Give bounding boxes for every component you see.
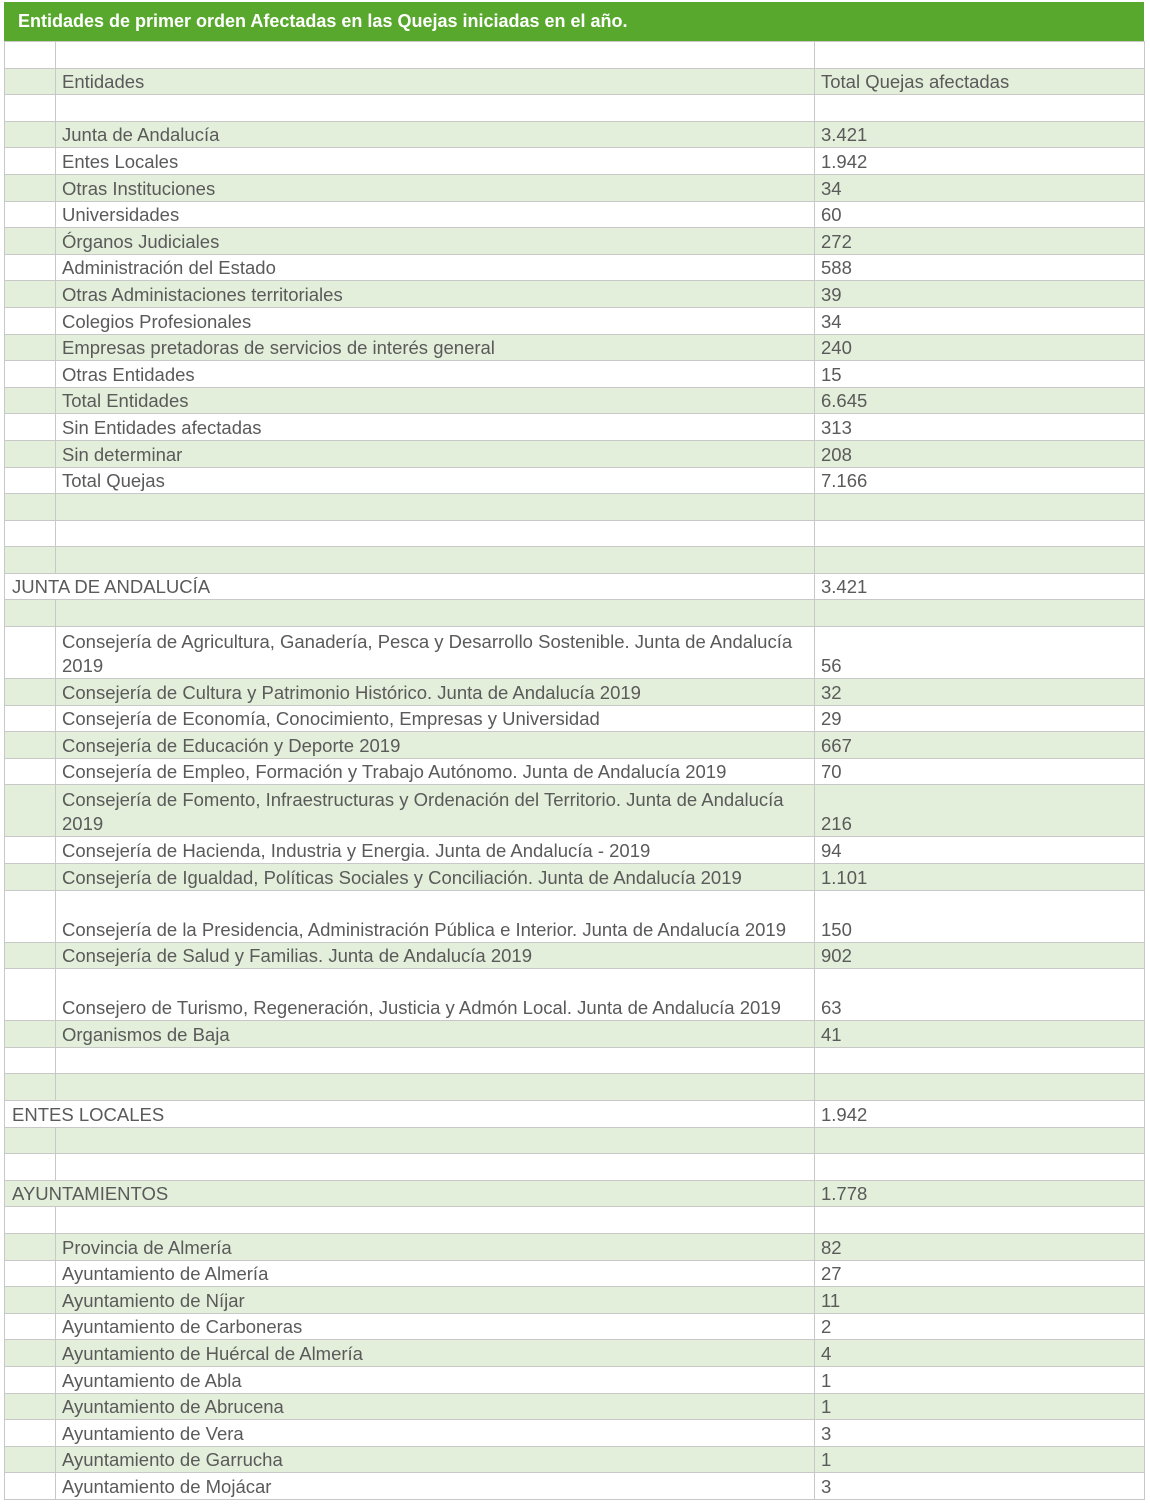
entity-name: Ayuntamiento de Abla bbox=[56, 1366, 815, 1393]
indent-cell bbox=[5, 732, 56, 759]
indent-cell bbox=[5, 361, 56, 388]
entity-name: Ayuntamiento de Garrucha bbox=[56, 1446, 815, 1473]
indent-cell bbox=[5, 1287, 56, 1314]
blank-row bbox=[5, 494, 1145, 521]
entity-value: 41 bbox=[815, 1021, 1145, 1048]
indent-cell bbox=[5, 387, 56, 414]
section-total: 1.942 bbox=[815, 1101, 1145, 1128]
entities-table bbox=[4, 41, 1145, 1500]
summary-row bbox=[5, 148, 1145, 175]
empty-cell bbox=[5, 494, 56, 521]
header-row bbox=[5, 68, 1145, 95]
entity-name: Otras Instituciones bbox=[56, 174, 815, 201]
indent-cell bbox=[5, 281, 56, 308]
summary-row bbox=[5, 121, 1145, 148]
report-table-container bbox=[4, 2, 1144, 1500]
empty-cell bbox=[815, 1154, 1145, 1181]
summary-row bbox=[5, 174, 1145, 201]
entity-value: 240 bbox=[815, 334, 1145, 361]
entity-value: 2 bbox=[815, 1313, 1145, 1340]
entity-value: 15 bbox=[815, 361, 1145, 388]
empty-cell bbox=[815, 1074, 1145, 1101]
empty-cell bbox=[5, 1047, 56, 1074]
summary-row bbox=[5, 387, 1145, 414]
entity-name: Otras Entidades bbox=[56, 361, 815, 388]
entity-name: Ayuntamiento de Huércal de Almería bbox=[56, 1340, 815, 1367]
indent-cell bbox=[5, 942, 56, 969]
blank-row bbox=[5, 95, 1145, 122]
indent-cell bbox=[5, 1340, 56, 1367]
entity-name: Entes Locales bbox=[56, 148, 815, 175]
entity-name: Otras Administaciones territoriales bbox=[56, 281, 815, 308]
summary-row bbox=[5, 414, 1145, 441]
ayuntamiento-row bbox=[5, 1287, 1145, 1314]
blank-row bbox=[5, 520, 1145, 547]
summary-row bbox=[5, 201, 1145, 228]
entity-value: 3 bbox=[815, 1420, 1145, 1447]
empty-cell bbox=[5, 600, 56, 627]
empty-cell bbox=[5, 1074, 56, 1101]
entity-value: 902 bbox=[815, 942, 1145, 969]
entity-name: Consejería de Economía, Conocimiento, Empresas y Universidad bbox=[56, 705, 815, 732]
entity-name: Universidades bbox=[56, 201, 815, 228]
indent-cell bbox=[5, 174, 56, 201]
empty-cell bbox=[56, 520, 815, 547]
entity-value: 32 bbox=[815, 679, 1145, 706]
entity-name: Junta de Andalucía bbox=[56, 121, 815, 148]
entes-locales-section-row bbox=[5, 1101, 1145, 1128]
indent-cell bbox=[5, 864, 56, 891]
blank-row bbox=[5, 1154, 1145, 1181]
column-header-entity: Entidades bbox=[56, 68, 815, 95]
empty-cell bbox=[56, 1047, 815, 1074]
empty-cell bbox=[815, 600, 1145, 627]
entity-value: 39 bbox=[815, 281, 1145, 308]
entity-name: Total Quejas bbox=[56, 467, 815, 494]
table-title: Entidades de primer orden Afectadas en las Quejas iniciadas en el año. bbox=[4, 2, 1144, 41]
entity-value: 1 bbox=[815, 1393, 1145, 1420]
entity-value: 11 bbox=[815, 1287, 1145, 1314]
junta-item-row bbox=[5, 837, 1145, 864]
summary-row bbox=[5, 307, 1145, 334]
junta-item-row bbox=[5, 785, 1145, 837]
entity-name: Consejería de Hacienda, Industria y Energia. Junta de Andalucía - 2019 bbox=[56, 837, 815, 864]
entity-value: 94 bbox=[815, 837, 1145, 864]
indent-cell bbox=[5, 1313, 56, 1340]
section-total: 3.421 bbox=[815, 573, 1145, 600]
entity-name: Provincia de Almería bbox=[56, 1233, 815, 1260]
summary-row bbox=[5, 281, 1145, 308]
empty-cell bbox=[815, 547, 1145, 574]
entity-value: 216 bbox=[815, 785, 1145, 837]
empty-cell bbox=[56, 1127, 815, 1154]
entity-value: 588 bbox=[815, 254, 1145, 281]
indent-cell bbox=[5, 1473, 56, 1500]
junta-item-row bbox=[5, 864, 1145, 891]
indent-cell bbox=[5, 121, 56, 148]
indent-cell bbox=[5, 334, 56, 361]
ayuntamiento-row bbox=[5, 1233, 1145, 1260]
entity-name: Consejería de Cultura y Patrimonio Histórico. Junta de Andalucía 2019 bbox=[56, 679, 815, 706]
summary-row bbox=[5, 361, 1145, 388]
entity-value: 1.101 bbox=[815, 864, 1145, 891]
empty-cell bbox=[56, 600, 815, 627]
empty-cell bbox=[56, 547, 815, 574]
indent-cell bbox=[5, 969, 56, 1021]
empty-cell bbox=[5, 95, 56, 122]
entity-name: Consejería de Salud y Familias. Junta de Andalucía 2019 bbox=[56, 942, 815, 969]
empty-cell bbox=[56, 1074, 815, 1101]
entity-value: 150 bbox=[815, 890, 1145, 942]
empty-cell bbox=[56, 95, 815, 122]
empty-cell bbox=[5, 42, 56, 69]
indent-cell bbox=[5, 414, 56, 441]
junta-item-row bbox=[5, 1021, 1145, 1048]
entity-value: 29 bbox=[815, 705, 1145, 732]
indent-cell bbox=[5, 201, 56, 228]
junta-item-row bbox=[5, 969, 1145, 1021]
entity-value: 6.645 bbox=[815, 387, 1145, 414]
junta-item-row bbox=[5, 679, 1145, 706]
empty-cell bbox=[5, 547, 56, 574]
summary-row bbox=[5, 467, 1145, 494]
section-total: 1.778 bbox=[815, 1180, 1145, 1207]
blank-row bbox=[5, 1127, 1145, 1154]
indent-cell bbox=[5, 785, 56, 837]
entity-value: 34 bbox=[815, 307, 1145, 334]
entity-value: 208 bbox=[815, 440, 1145, 467]
indent-cell bbox=[5, 679, 56, 706]
indent-cell bbox=[5, 1446, 56, 1473]
summary-row bbox=[5, 228, 1145, 255]
column-header-total: Total Quejas afectadas bbox=[815, 68, 1145, 95]
entity-name: Empresas pretadoras de servicios de interés general bbox=[56, 334, 815, 361]
empty-cell bbox=[56, 494, 815, 521]
empty-cell bbox=[815, 42, 1145, 69]
entity-name: Consejero de Turismo, Regeneración, Justicia y Admón Local. Junta de Andalucía 2019 bbox=[56, 969, 815, 1021]
ayuntamiento-row bbox=[5, 1366, 1145, 1393]
entity-value: 1 bbox=[815, 1446, 1145, 1473]
entity-name: Órganos Judiciales bbox=[56, 228, 815, 255]
indent-cell bbox=[5, 68, 56, 95]
entity-name: Ayuntamiento de Abrucena bbox=[56, 1393, 815, 1420]
section-heading: JUNTA DE ANDALUCÍA bbox=[5, 573, 815, 600]
entity-name: Sin determinar bbox=[56, 440, 815, 467]
entity-value: 1.942 bbox=[815, 148, 1145, 175]
empty-cell bbox=[5, 520, 56, 547]
indent-cell bbox=[5, 254, 56, 281]
empty-cell bbox=[815, 1127, 1145, 1154]
entity-name: Ayuntamiento de Níjar bbox=[56, 1287, 815, 1314]
entity-value: 27 bbox=[815, 1260, 1145, 1287]
entity-value: 667 bbox=[815, 732, 1145, 759]
empty-cell bbox=[56, 42, 815, 69]
entity-value: 3.421 bbox=[815, 121, 1145, 148]
entity-value: 313 bbox=[815, 414, 1145, 441]
junta-section-row bbox=[5, 573, 1145, 600]
indent-cell bbox=[5, 467, 56, 494]
empty-cell bbox=[815, 1207, 1145, 1234]
ayuntamientos-section-row bbox=[5, 1180, 1145, 1207]
junta-item-row bbox=[5, 890, 1145, 942]
blank-row bbox=[5, 42, 1145, 69]
empty-cell bbox=[56, 1154, 815, 1181]
junta-item-row bbox=[5, 758, 1145, 785]
entity-name: Consejería de Empleo, Formación y Trabajo Autónomo. Junta de Andalucía 2019 bbox=[56, 758, 815, 785]
entity-name: Consejería de Igualdad, Políticas Sociales y Conciliación. Junta de Andalucía 2019 bbox=[56, 864, 815, 891]
indent-cell bbox=[5, 148, 56, 175]
entity-name: Ayuntamiento de Mojácar bbox=[56, 1473, 815, 1500]
empty-cell bbox=[5, 1207, 56, 1234]
section-heading: AYUNTAMIENTOS bbox=[5, 1180, 815, 1207]
empty-cell bbox=[815, 494, 1145, 521]
blank-row bbox=[5, 600, 1145, 627]
empty-cell bbox=[815, 1047, 1145, 1074]
indent-cell bbox=[5, 705, 56, 732]
entity-name: Consejería de Fomento, Infraestructuras y Ordenación del Territorio. Junta de Andalucía 2019 bbox=[56, 785, 815, 837]
entity-value: 272 bbox=[815, 228, 1145, 255]
ayuntamiento-row bbox=[5, 1420, 1145, 1447]
entity-name: Consejería de Agricultura, Ganadería, Pesca y Desarrollo Sostenible. Junta de Andalucía 2019 bbox=[56, 627, 815, 679]
entity-value: 3 bbox=[815, 1473, 1145, 1500]
blank-row bbox=[5, 547, 1145, 574]
entity-value: 34 bbox=[815, 174, 1145, 201]
entity-name: Ayuntamiento de Vera bbox=[56, 1420, 815, 1447]
entity-name: Consejería de la Presidencia, Administración Pública e Interior. Junta de Andalucía 2019 bbox=[56, 890, 815, 942]
blank-row bbox=[5, 1207, 1145, 1234]
indent-cell bbox=[5, 440, 56, 467]
indent-cell bbox=[5, 1021, 56, 1048]
empty-cell bbox=[5, 1154, 56, 1181]
indent-cell bbox=[5, 1366, 56, 1393]
junta-item-row bbox=[5, 627, 1145, 679]
section-heading: ENTES LOCALES bbox=[5, 1101, 815, 1128]
entity-name: Ayuntamiento de Almería bbox=[56, 1260, 815, 1287]
entity-value: 60 bbox=[815, 201, 1145, 228]
indent-cell bbox=[5, 890, 56, 942]
junta-item-row bbox=[5, 705, 1145, 732]
entity-name: Ayuntamiento de Carboneras bbox=[56, 1313, 815, 1340]
indent-cell bbox=[5, 307, 56, 334]
entity-value: 82 bbox=[815, 1233, 1145, 1260]
blank-row bbox=[5, 1074, 1145, 1101]
indent-cell bbox=[5, 627, 56, 679]
ayuntamiento-row bbox=[5, 1313, 1145, 1340]
entity-value: 4 bbox=[815, 1340, 1145, 1367]
junta-item-row bbox=[5, 942, 1145, 969]
entity-name: Administración del Estado bbox=[56, 254, 815, 281]
entity-name: Consejería de Educación y Deporte 2019 bbox=[56, 732, 815, 759]
indent-cell bbox=[5, 758, 56, 785]
ayuntamiento-row bbox=[5, 1260, 1145, 1287]
ayuntamiento-row bbox=[5, 1393, 1145, 1420]
indent-cell bbox=[5, 1393, 56, 1420]
summary-row bbox=[5, 254, 1145, 281]
entity-value: 56 bbox=[815, 627, 1145, 679]
entity-value: 1 bbox=[815, 1366, 1145, 1393]
empty-cell bbox=[815, 95, 1145, 122]
entity-name: Colegios Profesionales bbox=[56, 307, 815, 334]
ayuntamiento-row bbox=[5, 1446, 1145, 1473]
empty-cell bbox=[56, 1207, 815, 1234]
entity-name: Total Entidades bbox=[56, 387, 815, 414]
indent-cell bbox=[5, 1233, 56, 1260]
junta-item-row bbox=[5, 732, 1145, 759]
entity-name: Organismos de Baja bbox=[56, 1021, 815, 1048]
entity-value: 63 bbox=[815, 969, 1145, 1021]
empty-cell bbox=[815, 520, 1145, 547]
indent-cell bbox=[5, 1420, 56, 1447]
indent-cell bbox=[5, 228, 56, 255]
indent-cell bbox=[5, 1260, 56, 1287]
summary-row bbox=[5, 334, 1145, 361]
ayuntamiento-row bbox=[5, 1340, 1145, 1367]
empty-cell bbox=[5, 1127, 56, 1154]
summary-row bbox=[5, 440, 1145, 467]
ayuntamiento-row bbox=[5, 1473, 1145, 1500]
entity-value: 7.166 bbox=[815, 467, 1145, 494]
entity-value: 70 bbox=[815, 758, 1145, 785]
indent-cell bbox=[5, 837, 56, 864]
entity-name: Sin Entidades afectadas bbox=[56, 414, 815, 441]
blank-row bbox=[5, 1047, 1145, 1074]
